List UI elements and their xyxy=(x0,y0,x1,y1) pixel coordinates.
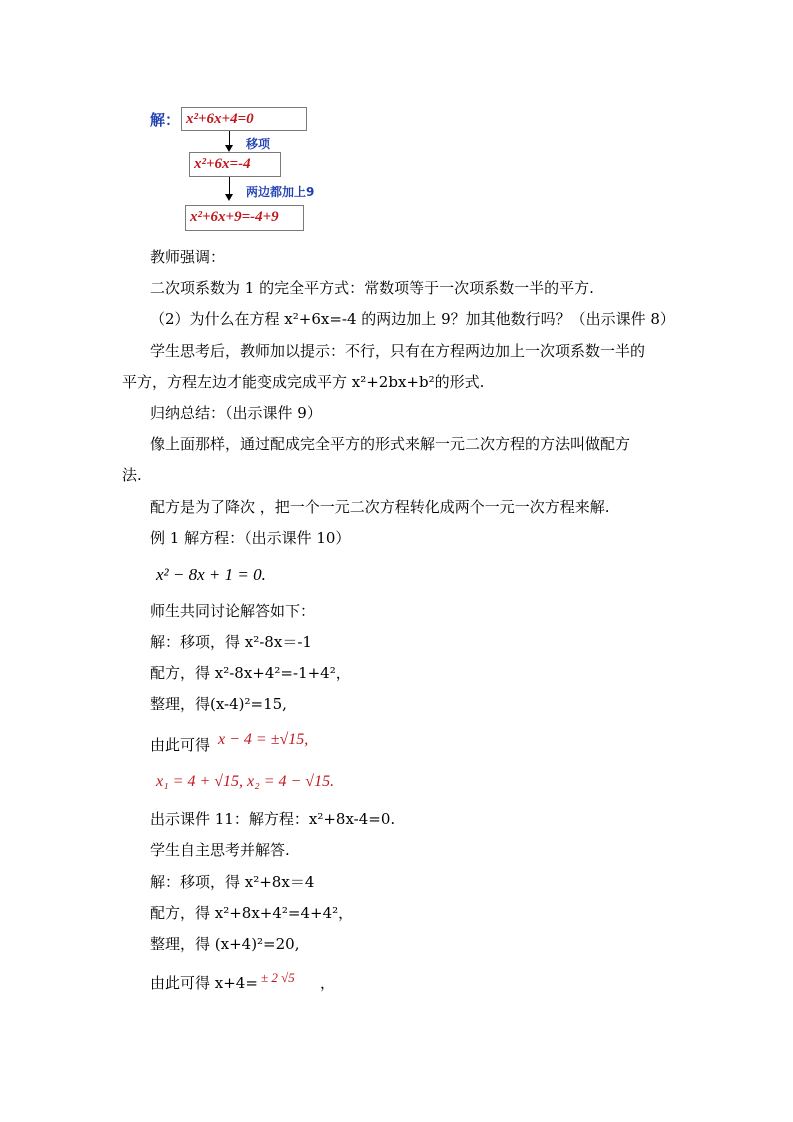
text-line: 平方，方程左边才能变成完成平方 x²+2bx+b²的形式. xyxy=(122,373,485,391)
example-equation: x² − 8x + 1 = 0. xyxy=(156,565,266,584)
text-line: 教师强调： xyxy=(150,248,226,266)
text-line: 整理，得(x-4)²=15, xyxy=(150,695,287,713)
text-line: 配方，得 x²+8x+4²=4+4²， xyxy=(150,904,354,922)
text-line: 解：移项，得 x²-8x＝-1 xyxy=(150,633,312,651)
text-line: 例 1 解方程：（出示课件 10） xyxy=(150,529,351,547)
math-expression: x₁ = 4 + √15, x₂ = 4 − √15. xyxy=(156,773,335,790)
text-line: 师生共同讨论解答如下： xyxy=(150,602,316,620)
equation-box-2: x²+6x=-4 xyxy=(189,152,281,177)
text-line: 配方是为了降次 ，把一个一元二次方程转化成两个一元一次方程来解. xyxy=(150,498,610,516)
solution-label: 解： xyxy=(150,111,181,129)
text-line: ， xyxy=(320,974,336,992)
math-expression: x − 4 = ±√15, xyxy=(218,731,309,748)
text-line: 学生自主思考并解答. xyxy=(150,841,290,859)
math-expression: ± 2 √5 xyxy=(261,970,295,985)
text-line: 整理，得 (x+4)²=20, xyxy=(150,935,300,953)
down-arrow-icon xyxy=(229,177,230,199)
text-line: 配方，得 x²-8x+4²=-1+4²， xyxy=(150,664,351,682)
text-line: 出示课件 11：解方程：x²+8x-4=0. xyxy=(150,810,396,828)
text-line: 归纳总结：（出示课件 9） xyxy=(150,404,322,422)
text-line: 法. xyxy=(122,466,142,484)
step-label-add-nine: 两边都加上9 xyxy=(246,185,315,199)
down-arrow-icon xyxy=(229,131,230,150)
text-line: 二次项系数为 1 的完全平方式：常数项等于一次项系数一半的平方. xyxy=(150,279,594,297)
text-line: 解：移项，得 x²+8x＝4 xyxy=(150,873,315,891)
equation-box-3: x²+6x+9=-4+9 xyxy=(185,205,304,231)
text-line: 像上面那样，通过配成完全平方的形式来解一元二次方程的方法叫做配方 xyxy=(150,435,631,453)
step-label-move-terms: 移项 xyxy=(246,137,271,151)
equation-box-1: x²+6x+4=0 xyxy=(181,107,307,131)
text-line: （2）为什么在方程 x²+6x=-4 的两边加上 9？加其他数行吗？（出示课件 8） xyxy=(150,310,675,328)
text-line: 学生思考后，教师加以提示：不行，只有在方程两边加上一次项系数一半的 xyxy=(150,342,646,360)
text-line: 由此可得 x+4= xyxy=(150,974,258,992)
text-line: 由此可得 xyxy=(150,736,211,754)
